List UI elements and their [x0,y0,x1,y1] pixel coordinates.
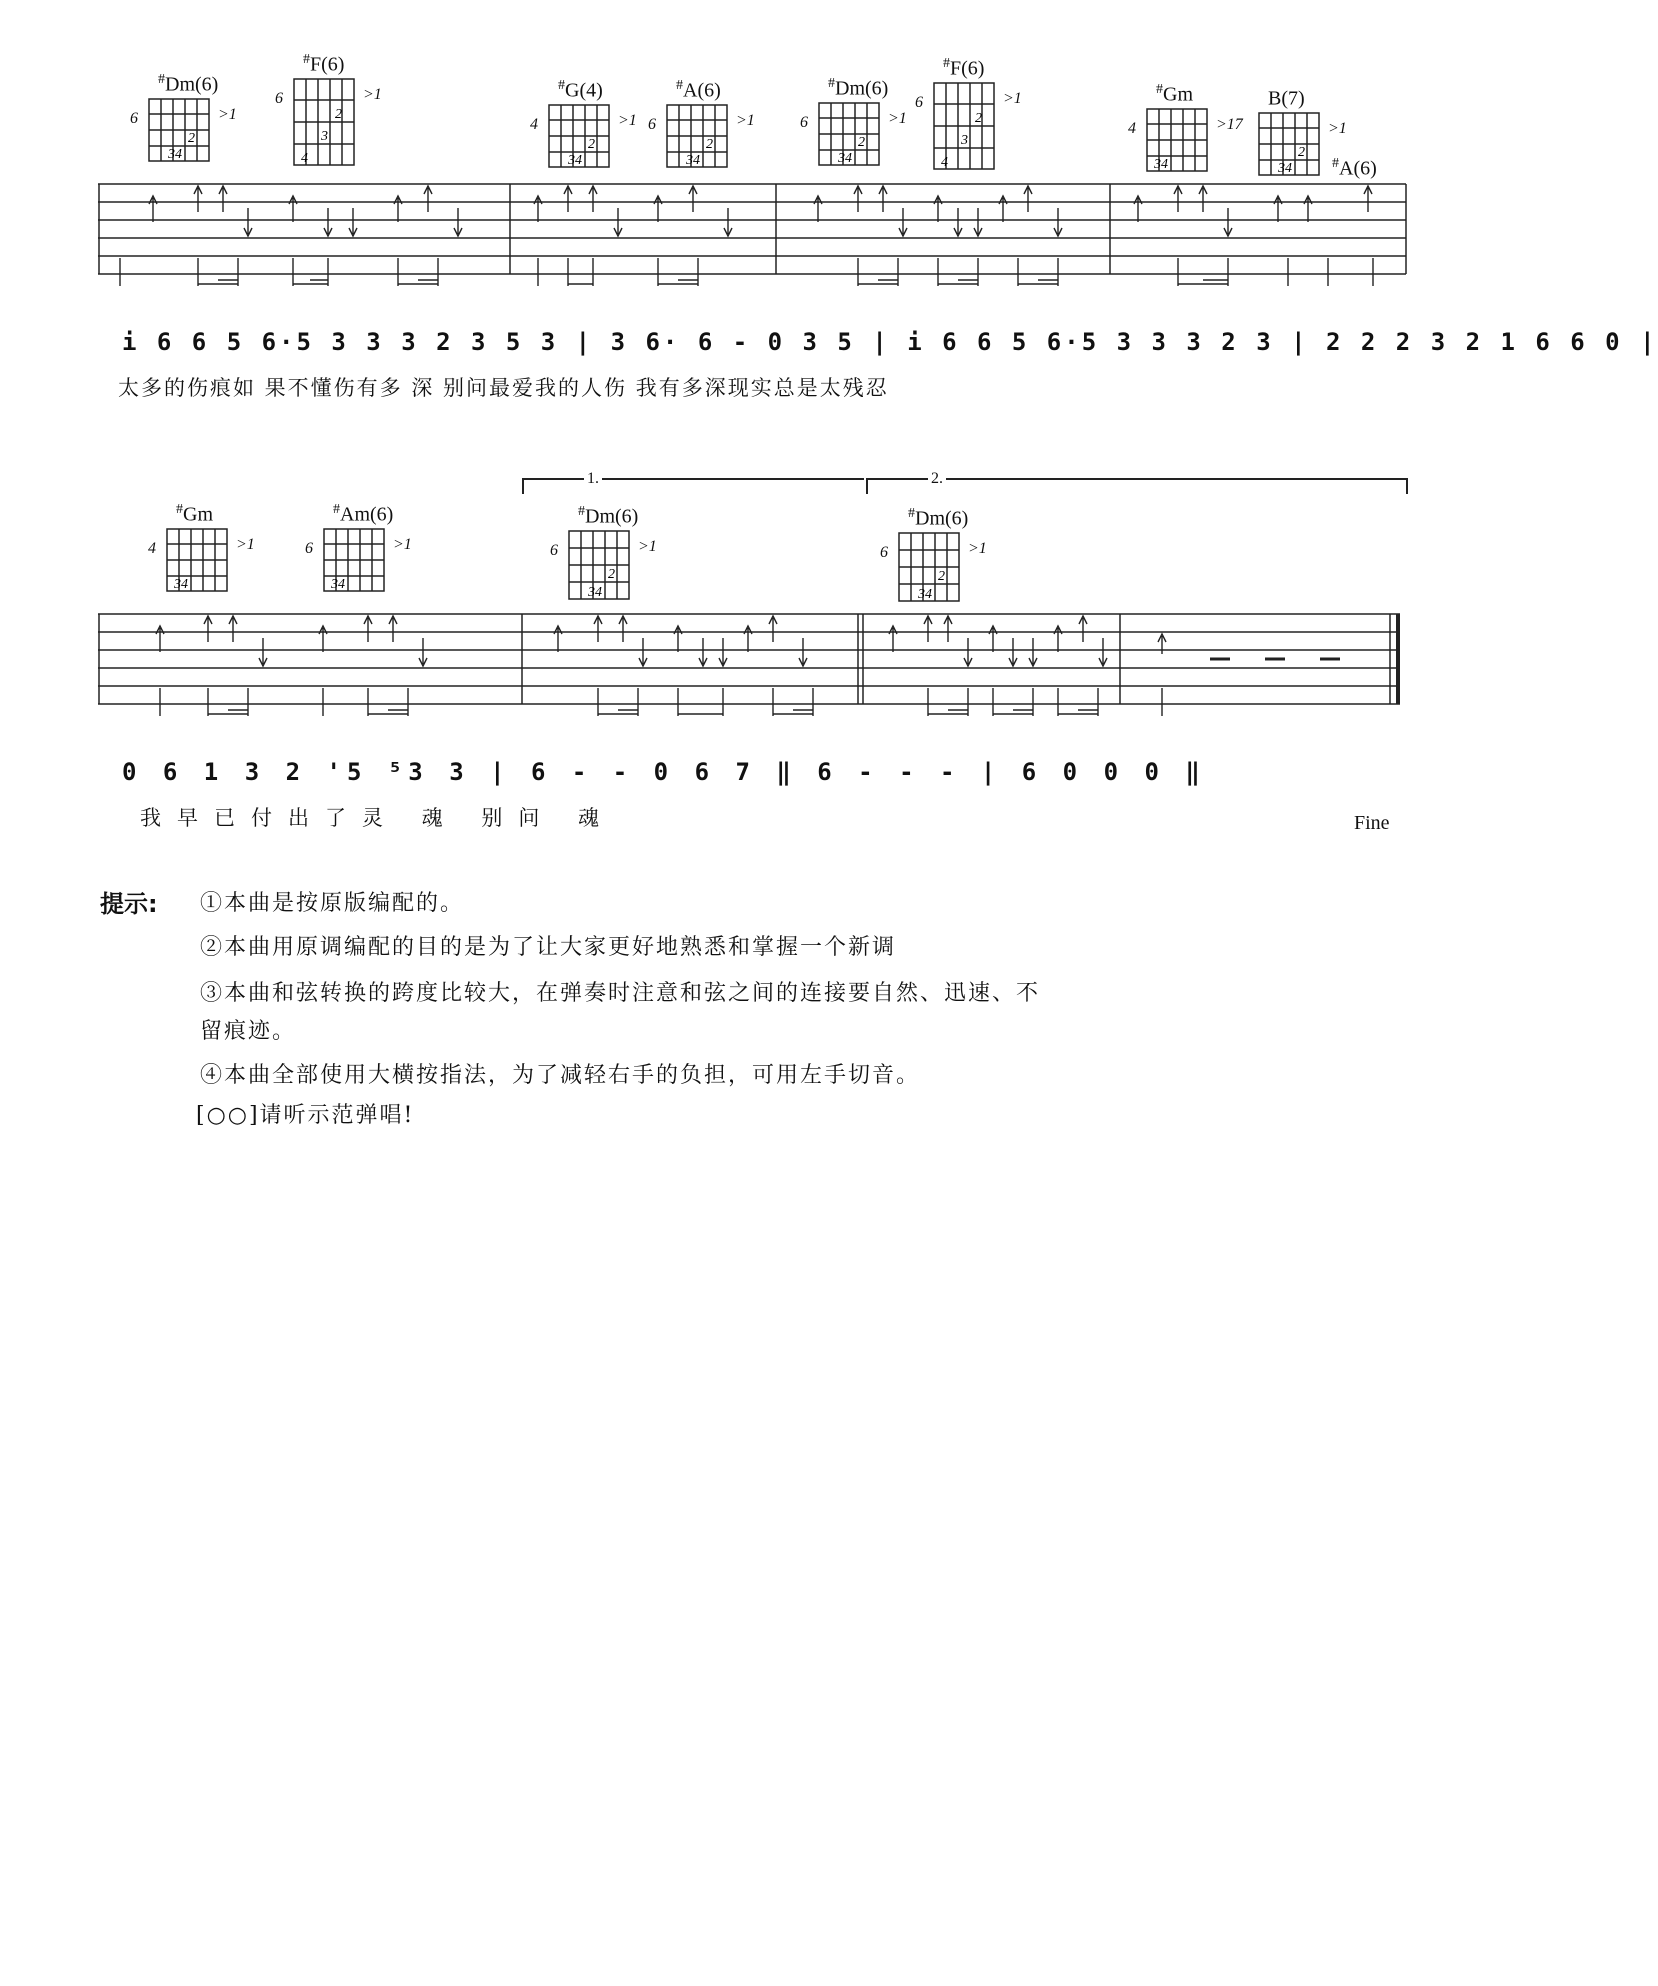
barre-mark: >1 [1328,120,1347,137]
svg-text:34: 34 [331,577,345,592]
svg-text:34: 34 [838,151,852,166]
barre-mark: >1 [888,110,907,127]
fret-number: 6 [800,114,808,131]
chord-diagram: #Dm(6) 6 >1 34 2 [130,72,237,162]
chord-name: Dm(6) [915,507,969,530]
chord-grid-icon [148,98,214,164]
chord-diagram: #Gm 4 >1 34 [148,502,255,592]
chord-name: Dm(6) [835,77,889,100]
svg-text:4: 4 [941,155,948,170]
tab-staff-1 [98,182,1408,306]
chord-grid-icon [666,104,732,170]
chord-name: Gm [183,503,213,526]
note-item: ③本曲和弦转换的跨度比较大，在弹奏时注意和弦之间的连接要自然、迅速、不 [200,981,1041,1006]
fret-number: 6 [550,542,558,559]
chord-diagram: #Dm(6) 6 >1 34 2 [880,506,987,602]
barre-mark: >1 [638,538,657,555]
chord-diagram: #Dm(6) 6 >1 34 2 [800,76,907,166]
svg-text:2: 2 [608,567,615,582]
lyrics-row-1: 太多的伤痕如 果不懂伤有多 深 别问最爱我的人伤 我有多深现实总是太残忍 [118,376,889,400]
chord-grid-icon [1146,108,1212,174]
chord-diagram: #Dm(6) 6 >1 34 2 [550,504,657,600]
chord-grid-icon [933,82,999,172]
svg-text:34: 34 [588,585,602,600]
svg-text:34: 34 [1278,161,1292,176]
chord-name: F(6) [950,57,985,80]
note-item: [○○]请听示范弹唱! [196,1103,415,1128]
volta-bracket-1: 1. [522,478,864,494]
chord-diagram: #Am(6) 6 >1 34 [305,502,412,592]
svg-text:2: 2 [858,135,865,150]
chord-grid-icon [166,528,232,594]
chord-name: B(7) [1268,87,1305,110]
chord-name: G(4) [565,79,603,102]
svg-text:2: 2 [975,111,982,126]
tab-staff-2 [98,612,1408,736]
svg-text:2: 2 [335,107,342,122]
tab-staff-icon [98,612,1408,732]
fret-number: 6 [648,116,656,133]
volta-bracket-2: 2. [866,478,1408,494]
jianpu-row-2: 0 6 1 3 2 '5 ⁵3 3 | 6 - - 0 6 7 ‖ 6 - - - | 6 0 0 0 ‖ [122,758,1206,786]
chord-grid-icon [1258,112,1324,178]
chord-grid-icon [568,530,634,602]
chord-label: #A(6) [1332,156,1377,180]
barre-mark: >1 [363,86,382,103]
svg-text:4: 4 [301,151,308,166]
chord-grid-icon [323,528,389,594]
svg-text:3: 3 [961,133,968,148]
chord-name: F(6) [310,53,345,76]
chord-name: Dm(6) [165,73,219,96]
chord-name: Dm(6) [585,505,639,528]
fret-number: 6 [880,544,888,561]
svg-text:2: 2 [1298,145,1305,160]
svg-text:3: 3 [321,129,328,144]
lyrics-row-2: 我早已付出了灵 魂 别问 魂 [140,806,616,830]
fret-number: 4 [148,540,156,557]
chord-grid-icon [293,78,359,168]
chord-diagram: #A(6) 6 >1 34 2 [648,78,755,168]
note-item: ④本曲全部使用大横按指法，为了减轻右手的负担，可用左手切音。 [200,1063,921,1088]
chord-name: Am(6) [340,503,394,526]
fret-number: 6 [275,90,283,107]
svg-text:34: 34 [174,577,188,592]
barre-mark: >1 [736,112,755,129]
chord-name: A(6) [1339,157,1377,180]
notes-title: 提示: [100,890,158,918]
svg-text:34: 34 [686,153,700,168]
fret-number: 6 [305,540,313,557]
svg-text:2: 2 [938,569,945,584]
note-item: ②本曲用原调编配的目的是为了让大家更好地熟悉和掌握一个新调 [200,935,897,960]
fret-number: 4 [1128,120,1136,137]
chord-grid-icon [548,104,614,170]
chord-diagram: #G(4) 4 >1 34 2 [530,78,637,168]
svg-text:34: 34 [1154,157,1168,172]
barre-mark: >1 [236,536,255,553]
svg-text:34: 34 [168,147,182,162]
barre-mark: >1 [393,536,412,553]
chord-diagram: #F(6) 6 >1 4 3 2 [275,52,382,166]
tab-staff-icon [98,182,1408,302]
fret-number: 6 [130,110,138,127]
chord-grid-icon [818,102,884,168]
fine-marking: Fine [1354,812,1390,834]
chord-diagram: #F(6) 6 >1 4 3 2 [915,56,1022,170]
note-item: 留痕迹。 [200,1019,297,1044]
barre-mark: >17 [1216,116,1243,133]
svg-text:2: 2 [706,137,713,152]
note-item: ①本曲是按原版编配的。 [200,891,465,916]
chord-name: A(6) [683,79,721,102]
jianpu-row-1: i 6 6 5 6·5 3 3 3 2 3 5 3 | 3 6· 6 - 0 3 5 | i 6 6 5 6·5 3 3 3 2 3 | 2 2 2 3 2 1 6 6 0 | [122,328,1658,356]
svg-text:34: 34 [568,153,582,168]
barre-mark: >1 [618,112,637,129]
chord-grid-icon [898,532,964,604]
chord-diagram: #Gm 4 >17 34 [1128,82,1243,172]
fret-number: 4 [530,116,538,133]
barre-mark: >1 [968,540,987,557]
chord-name: Gm [1163,83,1193,106]
fret-number: 6 [915,94,923,111]
barre-mark: >1 [218,106,237,123]
svg-text:34: 34 [918,587,932,602]
svg-text:2: 2 [588,137,595,152]
svg-text:2: 2 [188,131,195,146]
barre-mark: >1 [1003,90,1022,107]
